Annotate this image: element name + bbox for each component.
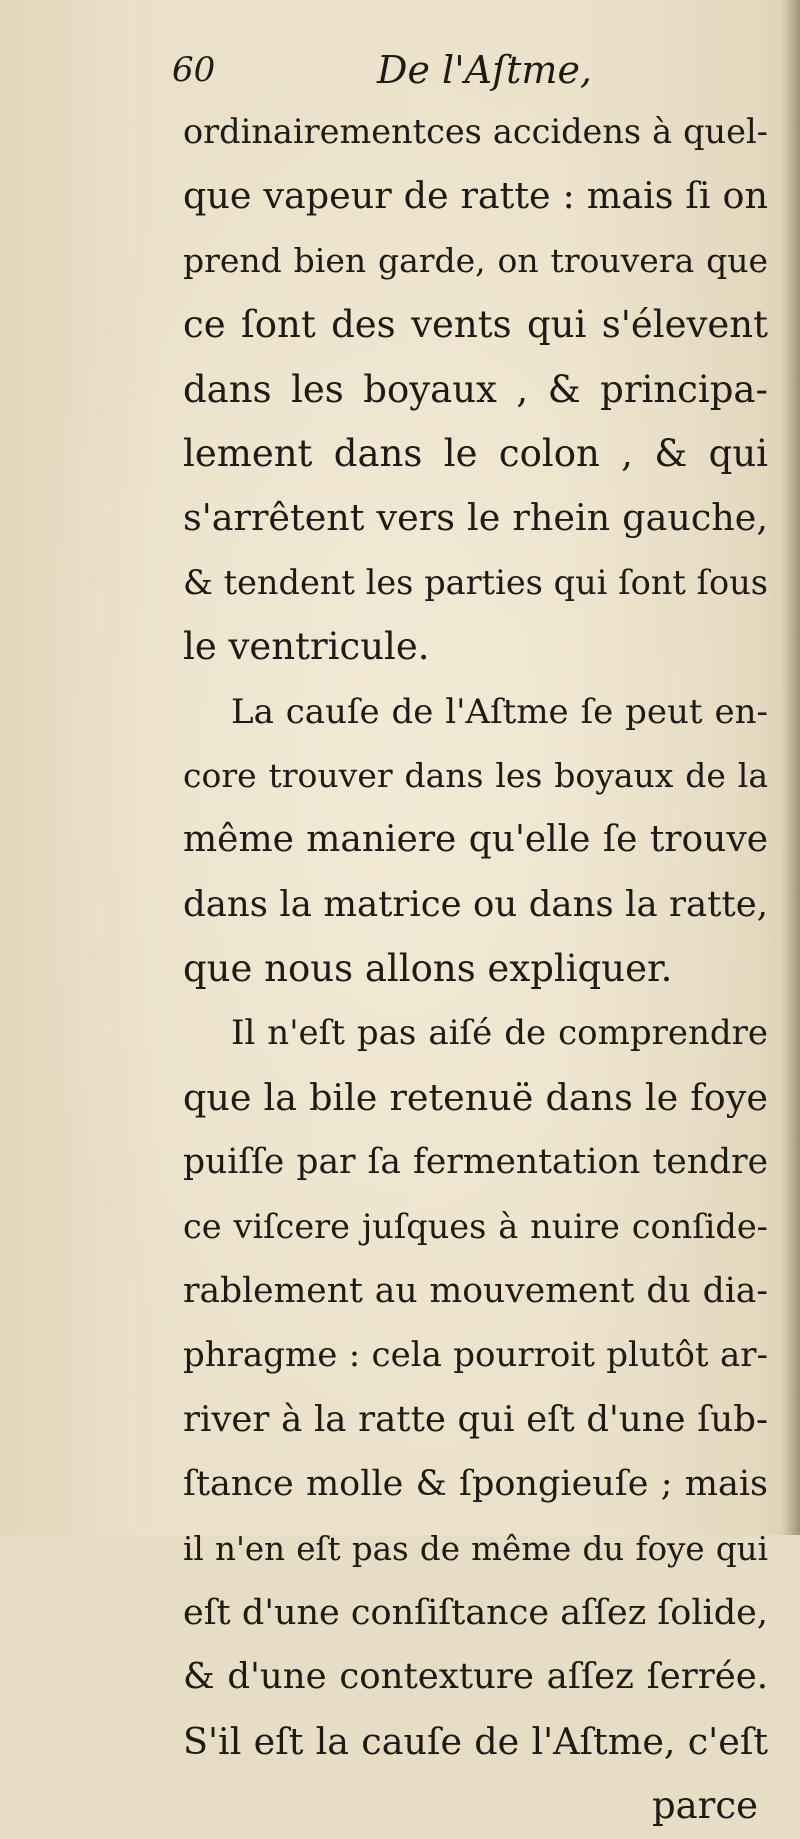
page-number: 60 xyxy=(172,50,216,90)
paragraph-start-line: Il n'eſt pas aiſé de comprendre xyxy=(231,1013,768,1054)
text-line: phragme : cela pourroit plutôt ar- xyxy=(183,1335,768,1376)
text-line: dans la matrice ou dans la ratte, xyxy=(183,883,768,925)
text-line: que la bile retenuë dans le foye xyxy=(183,1075,768,1119)
text-line: que vapeur de ratte : mais ſi on xyxy=(183,174,768,218)
text-line: & tendent les parties qui ſont ſous xyxy=(183,562,768,602)
text-line: ſtance molle & ſpongieuſe ; mais xyxy=(183,1464,768,1505)
text-line: dans les boyaux , & principa- xyxy=(183,367,768,411)
running-title: De l'Aſtme, xyxy=(377,48,593,92)
text-line: ce ſont des vents qui s'élevent xyxy=(183,303,768,347)
page-header xyxy=(172,40,732,100)
text-line: ordinairementces accidens à quel- xyxy=(183,112,768,151)
text-line: que nous allons expliquer. xyxy=(183,947,673,991)
text-line: eſt d'une conſiſtance aſſez ſolide, xyxy=(183,1592,768,1633)
text-line: prend bien garde, on trouvera que xyxy=(183,240,768,280)
text-line: même maniere qu'elle ſe trouve xyxy=(183,819,768,861)
text-line: rablement au mouvement du dia- xyxy=(183,1271,768,1312)
text-line: s'arrêtent vers le rhein gauche, xyxy=(183,496,768,540)
text-line: river à la ratte qui eſt d'une ſub- xyxy=(183,1398,768,1440)
text-line: S'il eſt la cauſe de l'Aſtme, c'eſt xyxy=(183,1719,768,1763)
page-edge-shadow xyxy=(782,0,800,1535)
text-line: ce viſcere juſques à nuire conſide- xyxy=(183,1206,768,1246)
body-text xyxy=(183,100,768,1839)
text-line: lement dans le colon , & qui xyxy=(183,431,768,475)
text-line: & d'une contexture aſſez ſerrée. xyxy=(183,1656,768,1698)
text-line: puiſſe par ſa fermentation tendre xyxy=(183,1142,768,1183)
paragraph-start-line: La cauſe de l'Aſtme ſe peut en- xyxy=(231,691,768,732)
text-line: il n'en eſt pas de même du foye qui xyxy=(183,1529,768,1568)
catchword: parce xyxy=(651,1784,758,1828)
text-line: le ventricule. xyxy=(183,625,430,669)
text-line: core trouver dans les boyaux de la xyxy=(183,755,768,795)
